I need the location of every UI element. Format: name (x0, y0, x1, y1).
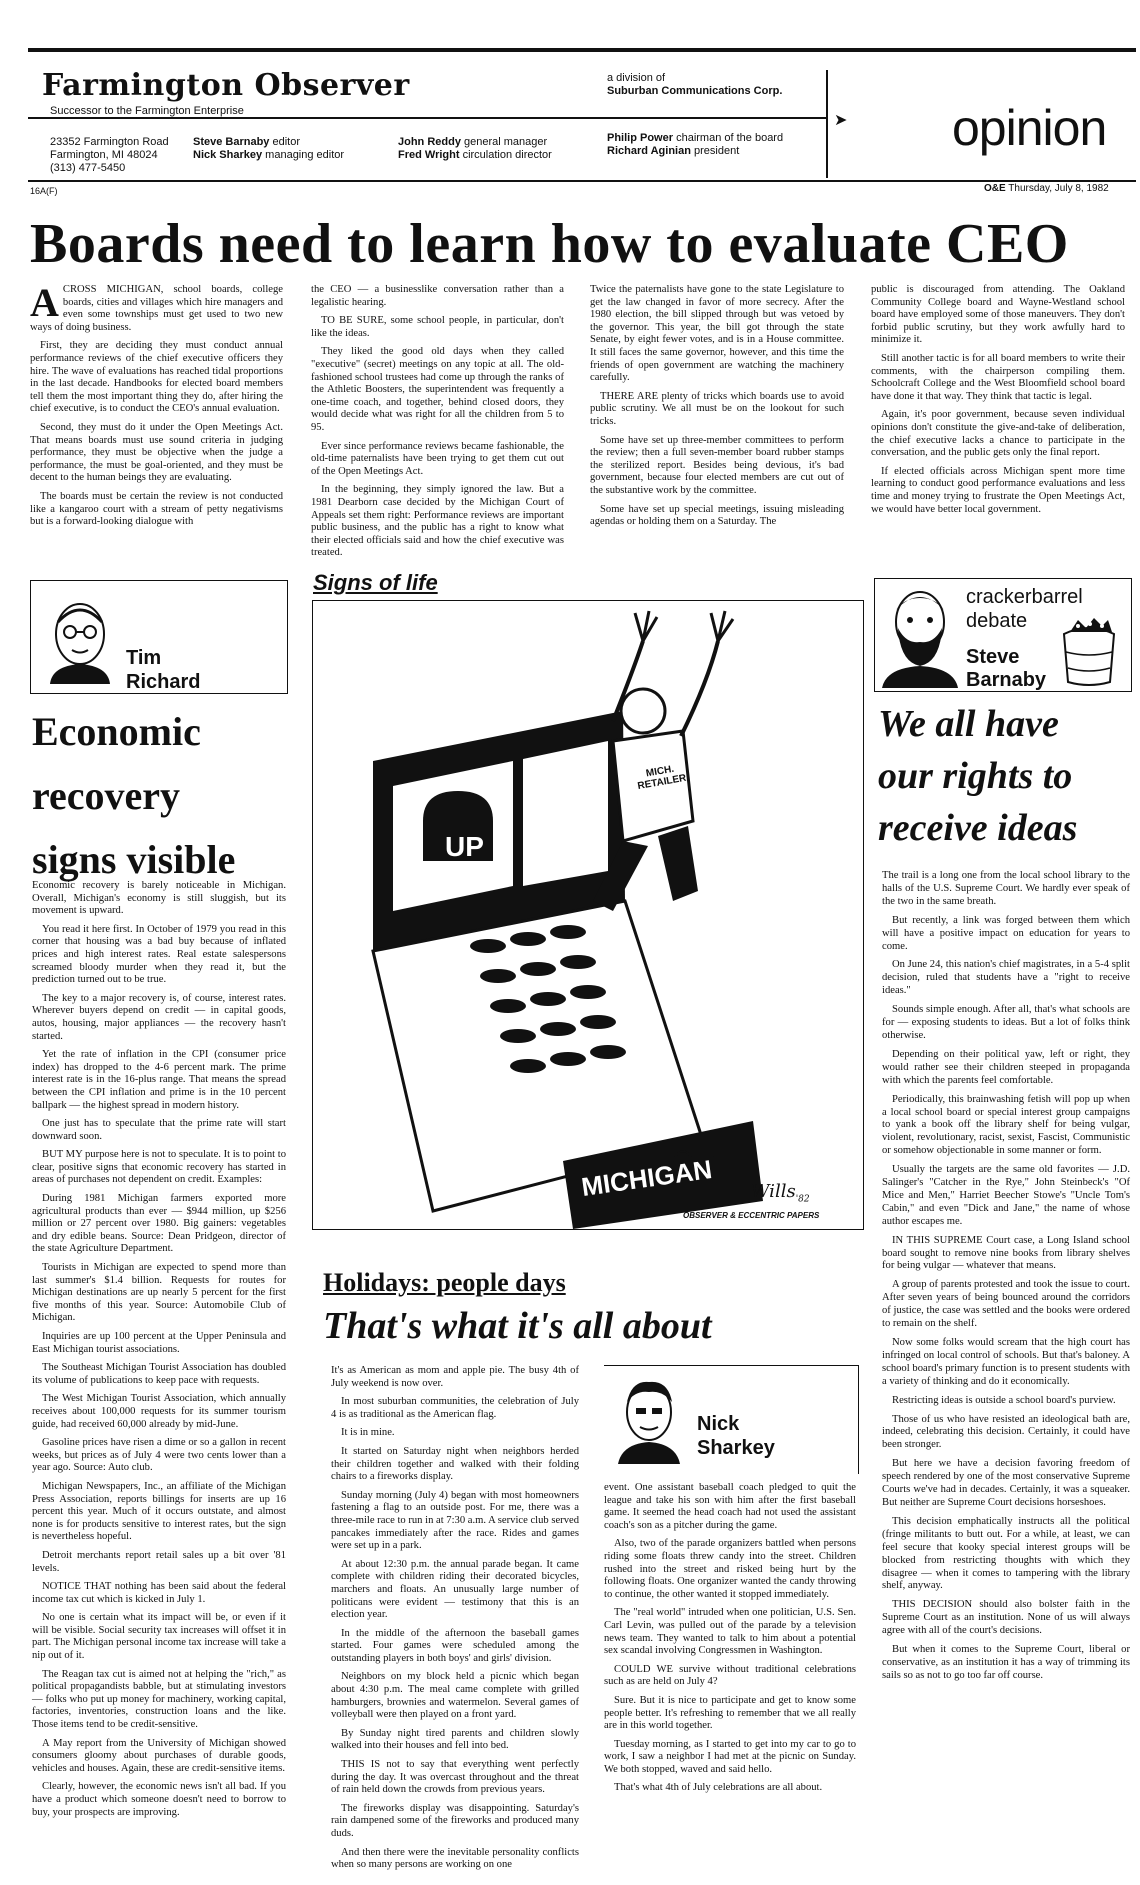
holiday-paragraph: COULD WE survive without traditional celebrations such as are held on July 4? (604, 1663, 856, 1688)
holiday-col-1 (331, 1365, 579, 1871)
richard-paragraph: A May report from the University of Michigan showed consumers gloomy about purchases of durable goods, vehicles and houses. Again, these are credit-sensitive items. (32, 1737, 286, 1774)
editorial-paragraph: the CEO — a businesslike conversation rather than a legalistic hearing. (311, 284, 564, 308)
editorial-headline: Boards need to learn how to evaluate CEO (30, 213, 1069, 275)
top-rule (28, 48, 1136, 52)
headline-line: Economic (32, 709, 201, 754)
staff-name: Nick Sharkey (193, 149, 263, 161)
barnaby-body (882, 870, 1130, 1870)
holiday-paragraph: It started on Saturday night when neighbors herded their children together and walked with their folding chairs to a fireworks display. (331, 1445, 579, 1483)
staff-name: Richard Aginian (607, 145, 691, 157)
holiday-paragraph: Sunday morning (July 4) began with most homeowners fastening a flag to an outside post. For me, there was a three-mile race to run in at 7:30 a.m. A service club served pancakes immediately after the race. Rides and games were set up in a park. (331, 1489, 579, 1552)
richard-paragraph: BUT MY purpose here is not to speculate. It is to point to clear, positive signs that economic recovery has started in areas of purchases not dependent on credit. Examples: (32, 1149, 286, 1186)
barnaby-paragraph: Restricting ideas is outside a school board's purview. (892, 1394, 1116, 1406)
editorial-paragraph: If elected officials across Michigan spent more time learning to conduct good performance evaluations and less time and money trying to frustrate the Open Meetings Act, we would have better local government. (871, 465, 1125, 515)
headline-line: our rights to (878, 755, 1073, 797)
headline-line: signs visible (32, 837, 236, 882)
masthead-bottom-rule (28, 180, 1136, 182)
signature-name: Wills (751, 1181, 796, 1202)
masthead-divider (826, 70, 828, 178)
cartoon-signature (751, 1181, 810, 1205)
debate-label: debate (966, 610, 1028, 632)
holiday-kicker: Holidays: people days (323, 1268, 566, 1297)
division-block (607, 72, 782, 98)
staff-name: Philip Power (607, 132, 674, 144)
editorial-paragraph: Still another tactic is for all board members to write their comments, with the chairperson compiling them. Schoolcraft College and the West Bloomfield school board have done it that way. They think that tactic is legal. (871, 352, 1125, 402)
richard-paragraph: NOTICE THAT nothing has been said about the federal income tax cut which is kicked in July 1. (32, 1581, 286, 1605)
barnaby-paragraph: But recently, a link was forged between them which will have a positive impact on education for years to come. (882, 914, 1130, 952)
editorial-col-2 (311, 284, 564, 559)
holiday-paragraph: Sure. But it is nice to participate and get to know some people better. It's refreshing to remember that we all really are in this world together. (604, 1694, 856, 1732)
holiday-paragraph: Also, two of the parade organizers battled when persons riding some floats threw candy into the street. Children rushed into the street and risked being hurt by the following floats. One organizer wanted the candy throwing to continue, the other wanted it stopped immediately. (604, 1538, 856, 1600)
cartoon-frame (312, 600, 864, 1230)
richard-paragraph: The key to a major recovery is, of course, interest rates. Wherever buyers depend on credit — in capital goods, autos, housing, major appliances — the recovery hasn't started. (32, 992, 286, 1042)
richard-paragraph: Clearly, however, the economic news isn't all bad. If you have a product which someone doesn't need to borrow to buy, your prospects are improving. (32, 1781, 286, 1818)
staff-right (607, 132, 783, 158)
barnaby-paragraph: Depending on their political yaw, left or right, they would rather see their children steeped in propaganda with which the parents feel comfortable. (882, 1048, 1130, 1086)
staff-role: editor (272, 136, 301, 148)
section-name: opinion (952, 100, 1107, 156)
barrel-icon (1056, 612, 1122, 686)
holiday-paragraph: It's as American as mom and apple pie. The busy 4th of July weekend is now over. (331, 1365, 579, 1389)
barnaby-paragraph: IN THIS SUPREME Court case, a Long Island school board sought to remove nine books from library shelves for being vulgar — whatever that means. (882, 1234, 1130, 1272)
barnaby-paragraph: THIS DECISION should also bolster faith in the Supreme Court as an institution. None of us will always agree with all of the court's decisions. (882, 1599, 1130, 1637)
barnaby-paragraph: But here we have a decision favoring freedom of speech rendered by one of the most conservative Supreme Courts we've had in decades. Certainly, it was a squeaker. But neither are Supreme Court decisions horseshoes. (882, 1458, 1130, 1508)
division-label: a division of (607, 72, 666, 84)
richard-first-name: Tim (126, 647, 162, 669)
barnaby-paragraph: Periodically, this brainwashing fetish will pop up when a local school board or special interest group campaigns to yank a book off the library shelf for being vulgar, violent, revolutionary, racist, sexist, Fascist, Communistic or somehow objectionable in some manner or form. (882, 1093, 1130, 1157)
holiday-paragraph: In most suburban communities, the celebration of July 4 is as traditional as the American flag. (331, 1396, 579, 1420)
editorial-paragraph: First, they are deciding they must conduct annual performance reviews of the chief executive officers they hire. The wave of evaluations has reached tidal proportions in the last decade. Handbooks for elected board members tell them the most important thing they do, after hiring the chief executive, is to conduct the CEO's annual evaluation. (30, 340, 283, 415)
editorial-paragraph: ACROSS MICHIGAN, school boards, college boards, cities and villages which hire managers and even some townships must get used to two new ways of doing business. (30, 280, 283, 333)
richard-paragraph: The West Michigan Tourist Association, which annually receives about 100,000 requests for its summer tourism guide, had received 60,000 already by mid-June. (32, 1393, 286, 1430)
cartoon-drawing (313, 601, 863, 1229)
barnaby-paragraph: Those of us who have resisted an ideological bath are, indeed, celebrating this decision. Certainly, it could have been stronger. (882, 1413, 1130, 1451)
pointer-mark-icon: ➤ (834, 112, 848, 129)
barnaby-headline (878, 698, 1134, 854)
division-name: Suburban Communications Corp. (607, 85, 783, 97)
crackerbarrel-label: crackerbarrel (966, 586, 1083, 608)
staff-mid (398, 136, 552, 162)
barnaby-paragraph: Sounds simple enough. After all, that's what schools are for — exposing students to ideas. But a lot of folks think otherwise. (882, 1004, 1130, 1041)
editorial-paragraph: TO BE SURE, some school people, in particular, don't like the ideas. (311, 315, 564, 339)
holiday-paragraph: At about 12:30 p.m. the annual parade began. It came complete with children riding their decorated bicycles, marchers and floats. An unusually large number of politicans were evident — testimony that this is an election year. (331, 1558, 579, 1621)
richard-paragraph: Inquiries are up 100 percent at the Upper Peninsula and East Michigan tourist associations. (32, 1331, 286, 1355)
editorial-paragraph: Some have set up special meetings, issuing misleading agendas or holding them on a Saturday. The (590, 503, 844, 528)
dateline-brand: O&E (984, 183, 1006, 194)
richard-paragraph: Gasoline prices have risen a dime or so a gallon in recent weeks, but prices as of July 4 were two cents lower than a year ago. Source: Auto club. (32, 1437, 286, 1474)
richard-paragraph: Economic recovery is barely noticeable in Michigan. Overall, Michigan's economy is still sluggish, but its movement is upward. (32, 880, 286, 917)
holiday-paragraph: It is in mine. (341, 1427, 395, 1439)
editorial-paragraph: Ever since performance reviews became fashionable, the old-time paternalists have been trying to get them cut out of the Open Meetings Act. (311, 440, 564, 477)
editorial-paragraph: The boards must be certain the review is not conducted like a kangaroo court with a stream of petty negativisms but is a forward-looking dialogue with (30, 490, 283, 528)
holiday-col-2 (604, 1482, 856, 1862)
barnaby-last-name: Barnaby (966, 669, 1047, 691)
cartoon-credit: OBSERVER & ECCENTRIC PAPERS (683, 1211, 820, 1220)
staff-name: Steve Barnaby (193, 136, 270, 148)
editorial-paragraph: Second, they must do it under the Open Meetings Act. That means boards must use sound criteria in judging performance, they must be objective when the judge a performance, the must be goal-oriented, and they must be decent to the human beings they are evaluating. (30, 421, 283, 484)
holiday-paragraph: The fireworks display was disappointing. Saturday's rain dampened some of the fireworks and produced many duds. (331, 1802, 579, 1839)
richard-body (32, 880, 286, 1870)
richard-last-name: Richard (126, 671, 201, 693)
richard-paragraph: The Reagan tax cut is aimed not at helping the "rich," as political propagandists babble, but at stimulating investors — folks who put up money for machinery, working capital, factories, inventories, construction loans and the like. Those items tend to be credit-sensitive. (32, 1668, 286, 1731)
barnaby-paragraph: A group of parents protested and took the issue to court. After seven years of being bounced around the corridors of justice, the case was settled and the books were ordered to remain on the shelf. (882, 1279, 1130, 1330)
holiday-paragraph: event. One assistant baseball coach pledged to quit the league and take his son with him after the first baseball game. It seemed the head coach had not used the assistant coach's son as a pitcher during the game. (604, 1482, 856, 1531)
paper-name: Farmington Observer (42, 68, 410, 103)
cartoon-title: Signs of life (313, 570, 438, 595)
page-id: 16A(F) (30, 186, 58, 196)
masthead-rule (28, 117, 828, 119)
holiday-headline: That's what it's all about (323, 1305, 712, 1347)
staff-name: Fred Wright (398, 149, 460, 161)
up-label: UP (445, 831, 484, 862)
barnaby-paragraph: On June 24, this nation's chief magistrates, in a 5-4 split decision, ruled that students have a "right to receive ideas." (882, 959, 1130, 997)
holiday-paragraph: The "real world" intruded when one politician, U.S. Sen. Carl Levin, was pulled out of the parade by a television news team. They wanted to talk to him about a potential sex scandal involving Congressmen in Washington. (604, 1607, 856, 1657)
staff-name: John Reddy (398, 136, 461, 148)
headline-line: receive ideas (878, 807, 1078, 849)
successor-line: Successor to the Farmington Enterprise (50, 105, 244, 117)
editorial-col-3 (590, 284, 844, 542)
barnaby-paragraph: This decision emphatically instructs all the political (fringe militants to butt out. For a while, at least, we can feel secure that kooky special interest groups will be blocked from restricting thoughts with which they disagree — when it comes to tampering with the library shelf, anyway. (882, 1515, 1130, 1592)
dateline (984, 183, 1109, 194)
holiday-paragraph: That's what 4th of July celebrations are all about. (614, 1782, 823, 1794)
richard-paragraph: You read it here first. In October of 1979 you read in this corner that housing was a bad buy because of inflated prices and high interest rates. Real estate salespersons screamed bloody murder when they read it, but the prediction turned out to be true. (32, 923, 286, 986)
retailer-label: MICH. RETAILER (636, 763, 688, 793)
sharkey-portrait (612, 1372, 686, 1464)
editorial-col-1 (30, 280, 283, 542)
editorial-paragraph: Twice the paternalists have gone to the state Legislature to get the law changed in favor of more secrecy. After the 1980 election, the bill slipped through but was vetoed by the governor. This year, the bill got through the state Senate, by eight fewer votes, and is in a House committee. It still faces the same governor, however, and this time the friends of open government are watching the machinery carefully. (590, 284, 844, 384)
staff-role: managing editor (265, 149, 345, 161)
editorial-paragraph: public is discouraged from attending. The Oakland Community College board and Wayne-Westland school board have employed some of those maneuvers. They don't forbid public scrutiny, but they work awfully hard to minimize it. (871, 284, 1125, 346)
holiday-paragraph: THIS IS not to say that everything went perfectly during the day. It was overcast throughout and the threat of rain held down the crowds from previous years. (331, 1759, 579, 1796)
register-label: MICHIGAN (579, 1154, 714, 1203)
phone-line: (313) 477-5450 (50, 162, 126, 174)
holiday-paragraph: By Sunday night tired parents and children slowly walked into their houses and fell into bed. (331, 1727, 579, 1752)
staff-role: circulation director (462, 149, 552, 161)
editorial-paragraph: THERE ARE plenty of tricks which boards use to avoid public scrutiny. We all must be on the lookout for such tricks. (590, 390, 844, 427)
richard-paragraph: Detroit merchants report retail sales up a bit over '81 levels. (32, 1549, 286, 1574)
barnaby-paragraph: Now some folks would scream that the high court has infringed on local control of schools. But that's baloney. A school board's primary function is to present students with a variety of thinking and do it economically. (882, 1337, 1130, 1387)
staff-left (193, 136, 344, 162)
address-block (50, 136, 169, 175)
richard-paragraph: Yet the rate of inflation in the CPI (consumer price index) has dropped to the 4-6 percent mark. The prime interest rate is in the 16-plus range. That means the spread between the CPI inflation and prime is in the 10 percent ballpark — the highest spread in modern history. (32, 1049, 286, 1111)
richard-portrait (40, 592, 120, 684)
editorial-paragraph: Some have set up three-member committees to perform the review; then a full seven-member board rubber stamps the sterilized report. Besides being devious, it's bad government, because four elected members are cut out of the substantive work by the committee. (590, 434, 844, 496)
barnaby-paragraph: The trail is a long one from the local school library to the halls of the U.S. Supreme Court. We hardly ever speak of the two in the same breath. (882, 870, 1130, 907)
holiday-paragraph: Tuesday morning, as I started to get into my car to go to work, I saw a neighbor I had met at the picnic on Sunday. We both stopped, waved and said hello. (604, 1738, 856, 1775)
sharkey-first-name: Nick (697, 1413, 740, 1435)
barnaby-portrait (878, 582, 962, 688)
dateline-date: Thursday, July 8, 1982 (1008, 183, 1109, 194)
editorial-col-4 (871, 284, 1125, 542)
richard-paragraph: During 1981 Michigan farmers exported more agricultural products than ever — $944 million, up $256 million or 27 percent over 1980. Big gainers: vegetables and dry edible beans. Source: Dean Pridgeon, director of the state Agriculture Department. (32, 1193, 286, 1255)
holiday-paragraph: And then there were the inevitable personality conflicts when so many persons are working on one (331, 1846, 579, 1871)
staff-role: president (694, 145, 740, 157)
editorial-paragraph: They liked the good old days when they called "executive" (secret) meetings on any topic at all. The old-fashioned school trustees had come up through the ranks of the Athletic Boosters, the superintendent was frequently a one-time coach, and together, behind closed doors, they would decide what was right for all the children from 5 to 95. (311, 346, 564, 433)
richard-paragraph: No one is certain what its impact will be, or even if it will be visible. Social security tax increases will offset it in part. The Michigan personal income tax increase will take a nip out of it. (32, 1612, 286, 1662)
barnaby-first-name: Steve (966, 646, 1020, 668)
richard-paragraph: Michigan Newspapers, Inc., an affiliate of the Michigan Press Association, reports billings for inserts are up 16 percent this year. Much of it occurs outstate, and almost none is for products sensitive to interest rates, but the sign is nevertheless hopeful. (32, 1480, 286, 1543)
staff-role: general manager (464, 136, 548, 148)
holiday-paragraph: In the middle of the afternoon the baseball games started. Four games were scheduled among the outstanding players in both boys' and girls' division. (331, 1627, 579, 1664)
staff-role: chairman of the board (676, 132, 784, 144)
signature-year: '82 (795, 1194, 810, 1205)
barnaby-paragraph: Usually the targets are the same old favorites — J.D. Salinger's "Catcher in the Rye," John Steinbeck's "Of Mice and Men," Harriet Beecher Stowe's "Uncle Tom's Cabin," and even "Dick and Jane," the name of whose author escapes me. (882, 1164, 1130, 1227)
editorial-paragraph: In the beginning, they simply ignored the law. But a 1981 Dearborn case decided by the Michigan Court of Appeals set them right: Performance reviews are important public business, and the public has a right to know what their elected officials said and how the chief executive was treated. (311, 484, 564, 559)
retailer-head (621, 689, 665, 733)
headline-line: We all have (878, 703, 1059, 745)
editorial-paragraph: Again, it's poor government, because seven individual opinions don't constitute the give-and-take of deliberation, the chief executive lacks a chance to participate in the conversation, and the public gets only the final report. (871, 409, 1125, 459)
richard-paragraph: One just has to speculate that the prime rate will start downward soon. (32, 1118, 286, 1142)
barnaby-paragraph: But when it comes to the Supreme Court, liberal or conservative, as an institution it has a way of trimming its sails so as not to go too far off course. (882, 1644, 1130, 1681)
holiday-paragraph: Neighbors on my block held a picnic which began about 4:30 p.m. The meal came complete with grilled hamburgers, brownies and watermelon. Several games of volleyball were then played on a front yard. (331, 1671, 579, 1721)
richard-paragraph: The Southeast Michigan Tourist Association has doubled its volume of publications to keep pace with requests. (32, 1362, 286, 1386)
richard-headline (32, 700, 292, 892)
headline-line: recovery (32, 773, 181, 818)
richard-paragraph: Tourists in Michigan are expected to spend more than last summer's $1.4 billion. Requests for routes for Michigan destinations are up nearly 5 percent for the first five months of this year. Source: Automobile Club of Michigan. (32, 1262, 286, 1324)
address-line: 23352 Farmington Road (50, 136, 169, 148)
sharkey-last-name: Sharkey (697, 1437, 775, 1459)
address-line: Farmington, MI 48024 (50, 149, 158, 161)
